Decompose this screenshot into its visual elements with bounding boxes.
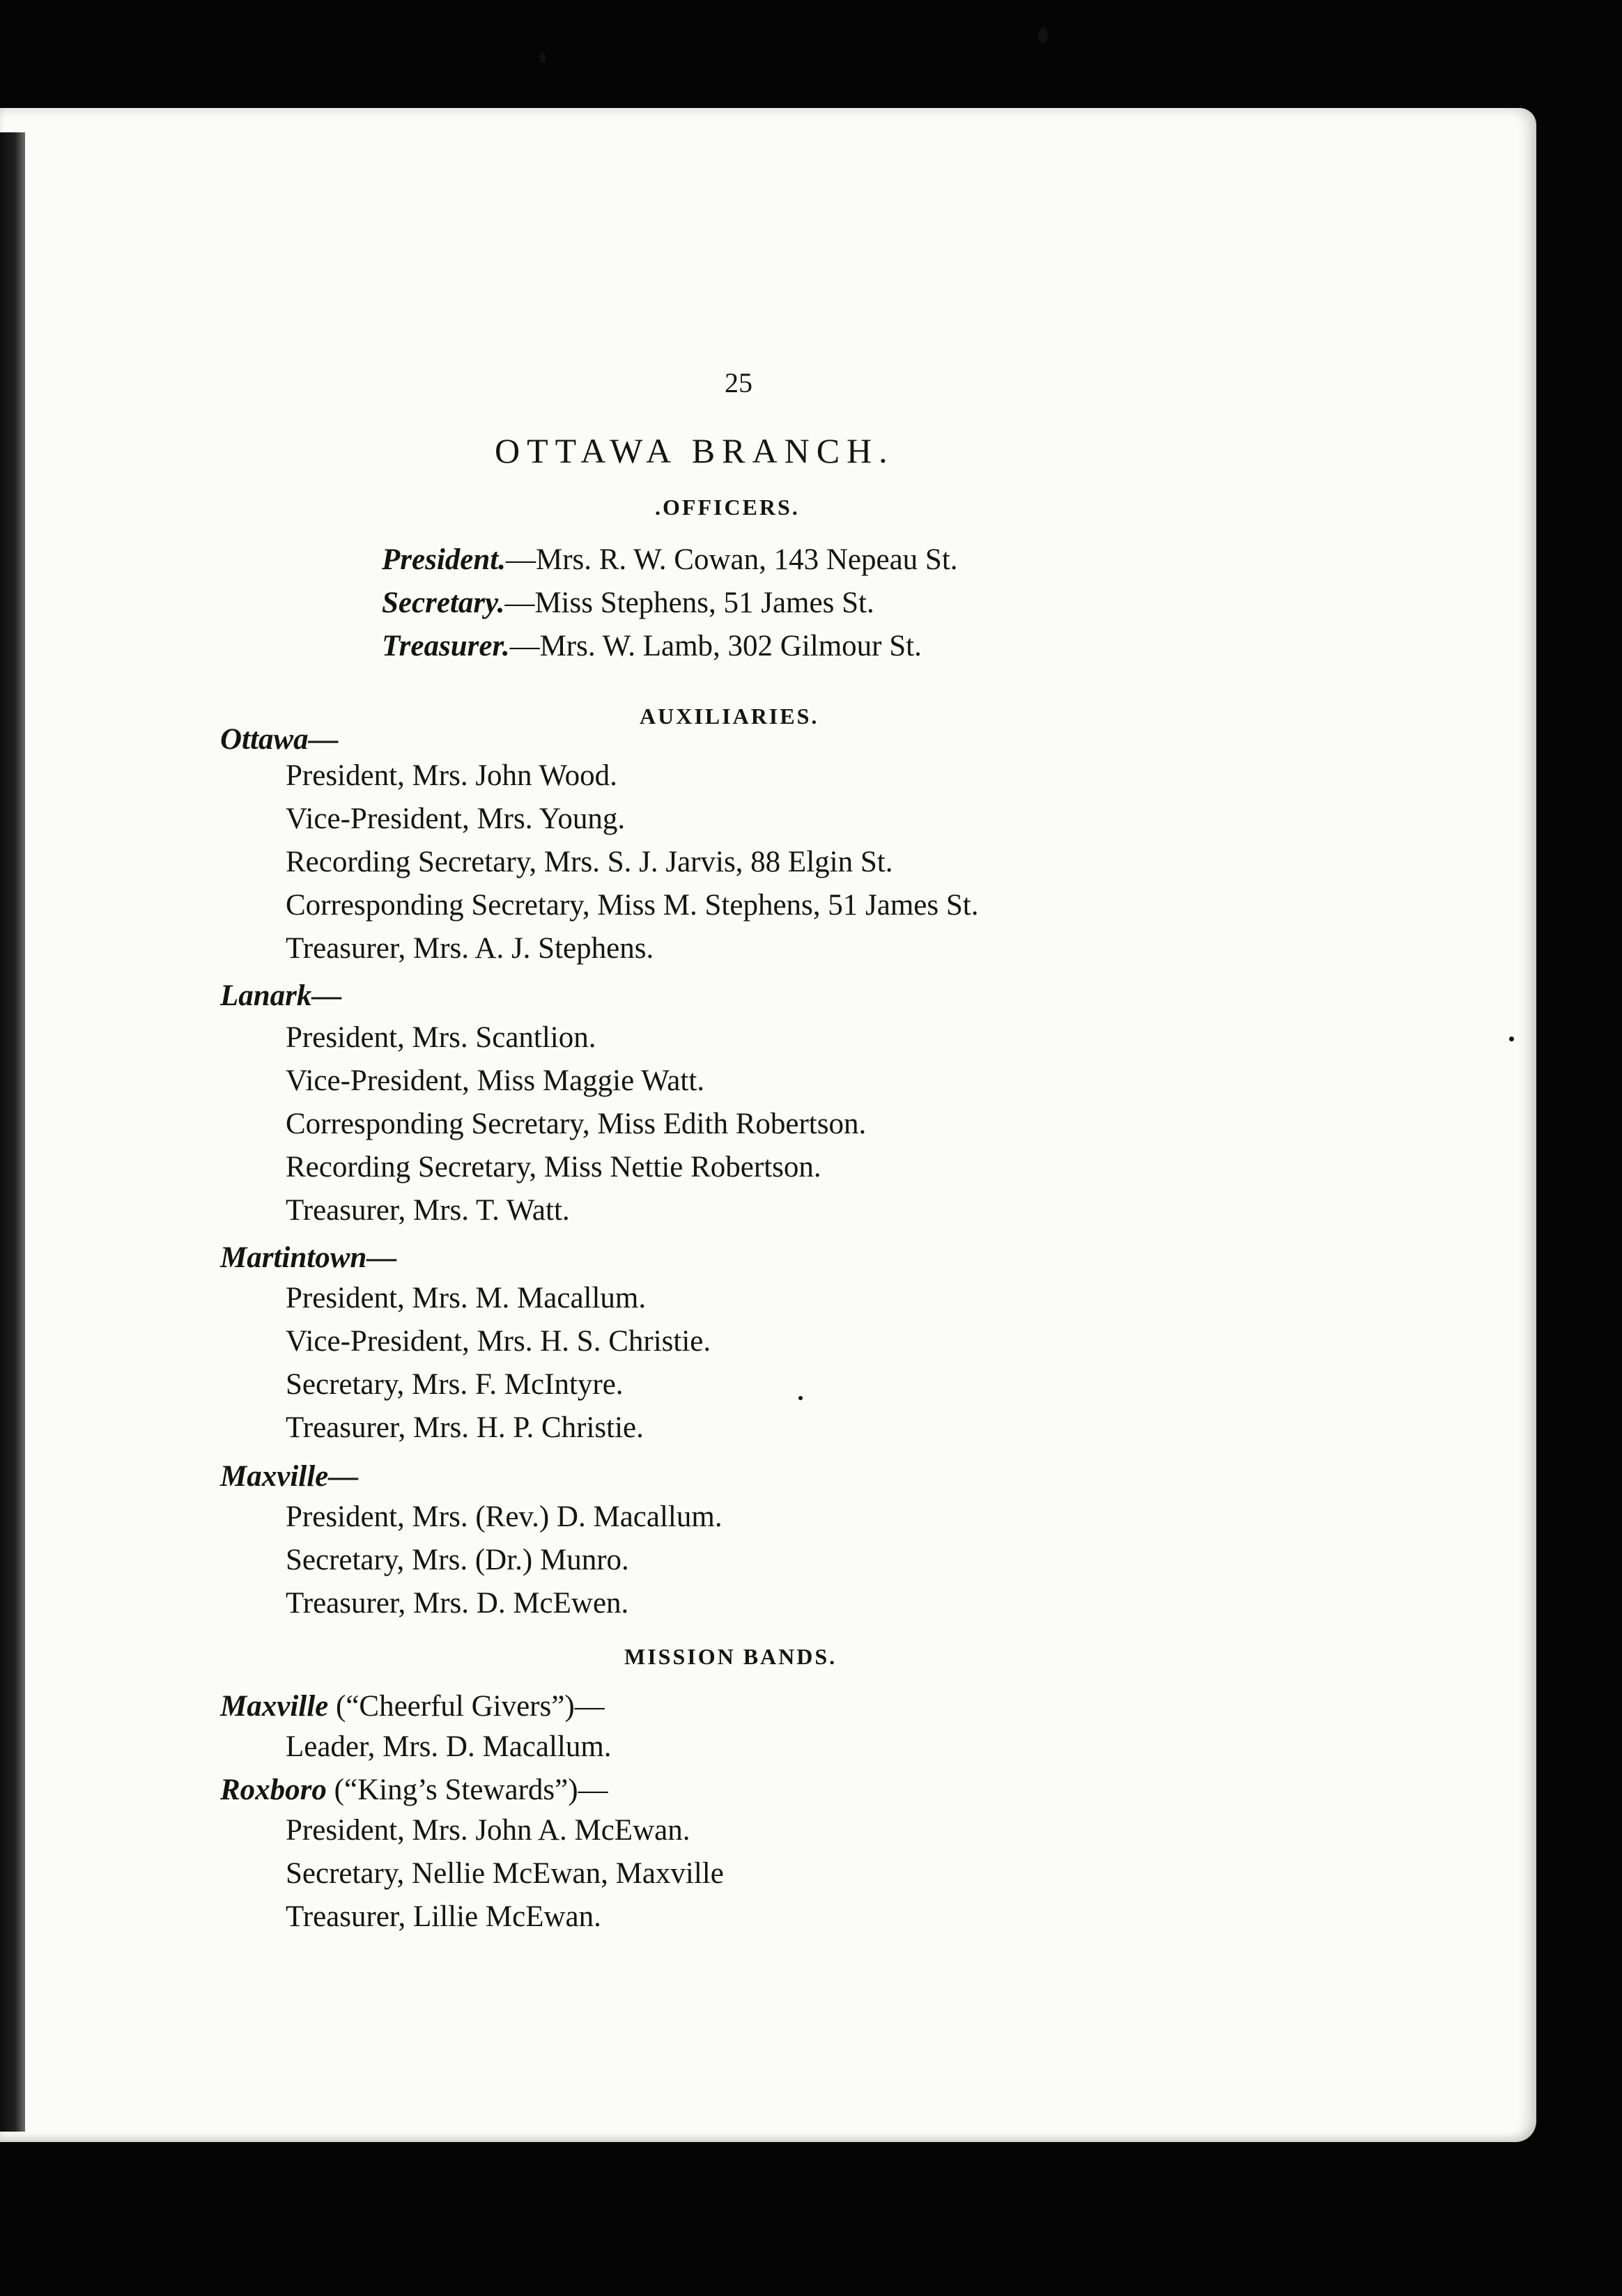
officer-role: President.	[382, 543, 506, 576]
auxiliary-entry: Recording Secretary, Mrs. S. J. Jarvis, 88 Elgin St.	[286, 846, 893, 878]
officer-detail: —Mrs. R. W. Cowan, 143 Nepeau St.	[505, 543, 958, 576]
band-place: Roxboro	[220, 1774, 327, 1806]
band-name: (“Cheerful Givers”)—	[328, 1690, 605, 1723]
auxiliary-place: Martintown—	[220, 1241, 397, 1274]
auxiliary-entry: Recording Secretary, Miss Nettie Robertson.	[286, 1151, 821, 1184]
auxiliary-entry: Corresponding Secretary, Miss M. Stephens, 51 James St.	[286, 889, 979, 922]
auxiliary-place: Lanark—	[220, 979, 342, 1012]
band-name-line	[220, 1691, 605, 1721]
auxiliary-entry: President, Mrs. John Wood.	[286, 759, 617, 792]
auxiliary-entry: Vice-President, Mrs. Young.	[286, 802, 626, 835]
auxiliary-entry: Vice-President, Mrs. H. S. Christie.	[286, 1325, 711, 1358]
auxiliary-entry: Treasurer, Mrs. H. P. Christie.	[286, 1411, 644, 1444]
auxiliary-entry: Vice-President, Miss Maggie Watt.	[286, 1064, 705, 1097]
officer-line	[382, 545, 958, 575]
band-entry: Secretary, Nellie McEwan, Maxville	[286, 1857, 724, 1890]
auxiliary-entry: President, Mrs. Scantlion.	[286, 1021, 596, 1054]
auxiliary-entry: Treasurer, Mrs. A. J. Stephens.	[286, 932, 654, 965]
auxiliary-entry: President, Mrs. (Rev.) D. Macallum.	[286, 1500, 723, 1533]
officer-role: Treasurer.	[382, 630, 510, 662]
auxiliary-entry: Treasurer, Mrs. D. McEwen.	[286, 1587, 629, 1620]
officer-line	[382, 631, 922, 661]
officers-heading: .OFFICERS.	[655, 495, 800, 520]
officer-line	[382, 588, 874, 618]
auxiliary-place: Maxville—	[220, 1460, 359, 1493]
page-number: 25	[725, 367, 752, 398]
band-name: (“King’s Stewards”)—	[326, 1774, 608, 1806]
auxiliaries-heading: AUXILIARIES.	[640, 704, 819, 729]
auxiliary-entry: President, Mrs. M. Macallum.	[286, 1282, 647, 1314]
band-entry: Treasurer, Lillie McEwan.	[286, 1900, 601, 1933]
band-entry: Leader, Mrs. D. Macallum.	[286, 1730, 612, 1763]
auxiliary-place: Ottawa—	[220, 723, 339, 756]
officer-detail: —Miss Stephens, 51 James St.	[504, 587, 874, 619]
auxiliary-entry: Corresponding Secretary, Miss Edith Robertson.	[286, 1108, 867, 1140]
band-name-line	[220, 1775, 608, 1805]
auxiliary-entry: Treasurer, Mrs. T. Watt.	[286, 1194, 570, 1227]
officer-role: Secretary.	[382, 587, 505, 619]
auxiliary-entry: Secretary, Mrs. (Dr.) Munro.	[286, 1544, 629, 1576]
officer-detail: —Mrs. W. Lamb, 302 Gilmour St.	[509, 630, 922, 662]
band-place: Maxville	[220, 1690, 329, 1723]
band-entry: President, Mrs. John A. McEwan.	[286, 1814, 690, 1847]
auxiliary-entry: Secretary, Mrs. F. McIntyre.	[286, 1368, 624, 1401]
branch-title: OTTAWA BRANCH.	[495, 431, 895, 470]
mission-bands-heading: MISSION BANDS.	[624, 1644, 837, 1669]
